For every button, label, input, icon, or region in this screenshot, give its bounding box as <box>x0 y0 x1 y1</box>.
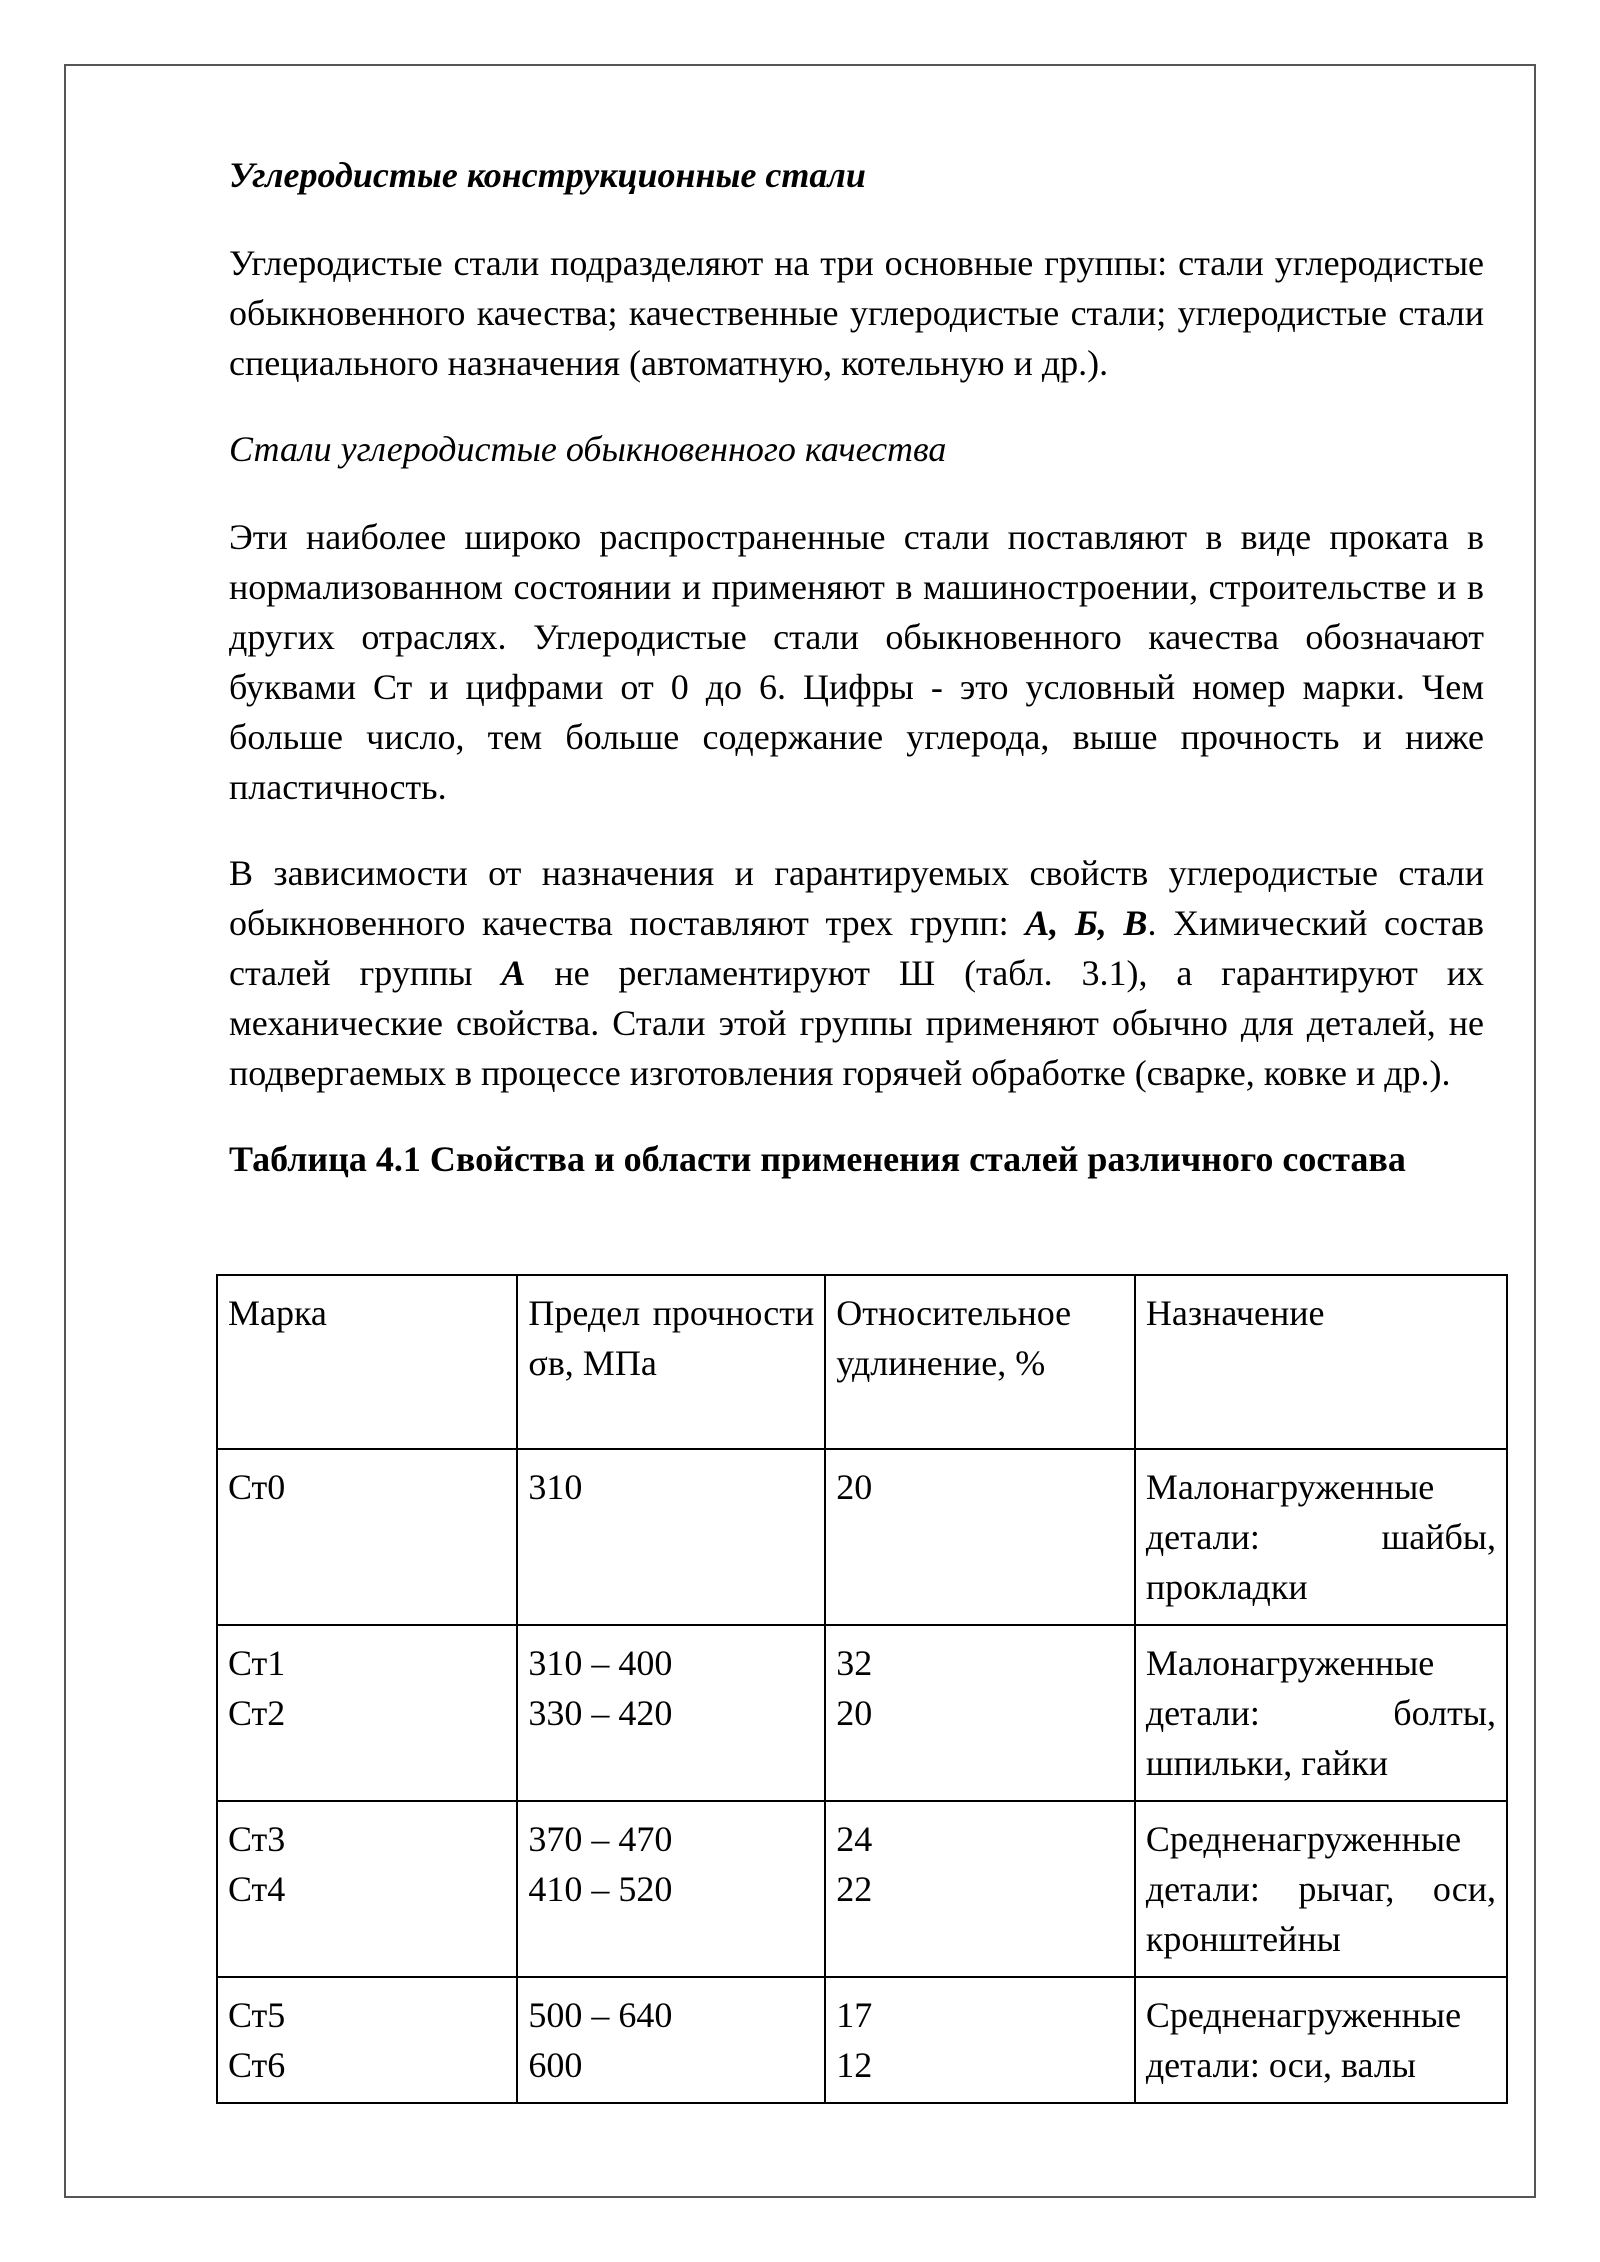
table-header-row <box>217 1275 1507 1449</box>
cell-strength <box>517 1977 825 2103</box>
group-letters: А, Б, В <box>1025 903 1148 943</box>
cell-purpose: Малонагруженные детали: болты, шпильки, гайки <box>1135 1625 1507 1801</box>
cell-grade <box>217 1449 517 1625</box>
steel-properties-table <box>216 1274 1508 2104</box>
cell-strength <box>517 1801 825 1977</box>
table-row <box>217 1801 1507 1977</box>
header-strength: Предел прочности σв, МПа <box>517 1275 825 1449</box>
header-grade: Марка <box>217 1275 517 1449</box>
grade-value: Ст2 <box>228 1693 286 1733</box>
grade-value: Ст6 <box>228 2045 286 2085</box>
grade-value: Ст4 <box>228 1869 286 1909</box>
cell-elongation <box>825 1625 1135 1801</box>
table-row <box>217 1977 1507 2103</box>
elongation-value: 20 <box>836 1467 873 1507</box>
elongation-value: 12 <box>836 2045 873 2085</box>
paragraph-3-part2: . Химический состав сталей группы <box>229 903 1484 993</box>
cell-purpose: Средненагруженные детали: оси, валы <box>1135 1977 1507 2103</box>
cell-elongation <box>825 1977 1135 2103</box>
table-row <box>217 1449 1507 1625</box>
strength-value: 500 – 640 <box>528 1995 673 2035</box>
cell-purpose: Малонагруженные детали: шайбы, прокладки <box>1135 1449 1507 1625</box>
cell-grade <box>217 1801 517 1977</box>
paragraph-3-part3: не регламентируют Ш (табл. 3.1), а гарантируют их механические свойства. Стали этой группы применяют обычно для деталей, не подвергаемых в процессе изготовления горячей обработке (сварке, ковке и др.). <box>229 953 1484 1093</box>
document-body <box>229 150 1484 1184</box>
subsection-heading: Стали углеродистые обыкновенного качества <box>229 429 947 469</box>
cell-elongation <box>825 1801 1135 1977</box>
table-caption: Таблица 4.1 Свойства и области применения сталей различного состава <box>229 1139 1406 1179</box>
elongation-value: 17 <box>836 1995 873 2035</box>
header-purpose: Назначение <box>1135 1275 1507 1449</box>
group-a-letter: А <box>501 953 526 993</box>
elongation-value: 22 <box>836 1869 873 1909</box>
elongation-value: 32 <box>836 1643 873 1683</box>
cell-purpose: Средненагруженные детали: рычаг, оси, кронштейны <box>1135 1801 1507 1977</box>
cell-strength <box>517 1449 825 1625</box>
paragraph-3-part1: В зависимости от назначения и гарантируемых свойств углеродистые стали обыкновенного качества поставляют трех групп: <box>229 853 1484 943</box>
elongation-value: 20 <box>836 1693 873 1733</box>
cell-strength <box>517 1625 825 1801</box>
cell-elongation <box>825 1449 1135 1625</box>
strength-value: 330 – 420 <box>528 1693 673 1733</box>
grade-value: Ст3 <box>228 1819 286 1859</box>
grade-value: Ст1 <box>228 1643 286 1683</box>
strength-value: 370 – 470 <box>528 1819 673 1859</box>
strength-value: 310 – 400 <box>528 1643 673 1683</box>
paragraph-3 <box>229 848 1484 1098</box>
strength-value: 310 <box>528 1467 583 1507</box>
strength-value: 600 <box>528 2045 583 2085</box>
cell-grade <box>217 1625 517 1801</box>
header-elongation: Относительное удлинение, % <box>825 1275 1135 1449</box>
paragraph-2: Эти наиболее широко распространенные стали поставляют в виде проката в нормализованном состоянии и применяют в машиностроении, строительстве и в других отраслях. Углеродистые стали обыкновенного качества обозначают буквами Ст и цифрами от 0 до 6. Цифры - это условный номер марки. Чем больше число, тем больше содержание углерода, выше прочность и ниже пластичность. <box>229 517 1484 807</box>
elongation-value: 24 <box>836 1819 873 1859</box>
table-row <box>217 1625 1507 1801</box>
paragraph-1: Углеродистые стали подразделяют на три основные группы: стали углеродистые обыкновенного качества; качественные углеродистые стали; углеродистые стали специального назначения (автоматную, котельную и др.). <box>229 243 1484 383</box>
strength-value: 410 – 520 <box>528 1869 673 1909</box>
grade-value: Ст5 <box>228 1995 286 2035</box>
section-heading: Углеродистые конструкционные стали <box>229 155 866 195</box>
grade-value: Ст0 <box>228 1467 286 1507</box>
cell-grade <box>217 1977 517 2103</box>
